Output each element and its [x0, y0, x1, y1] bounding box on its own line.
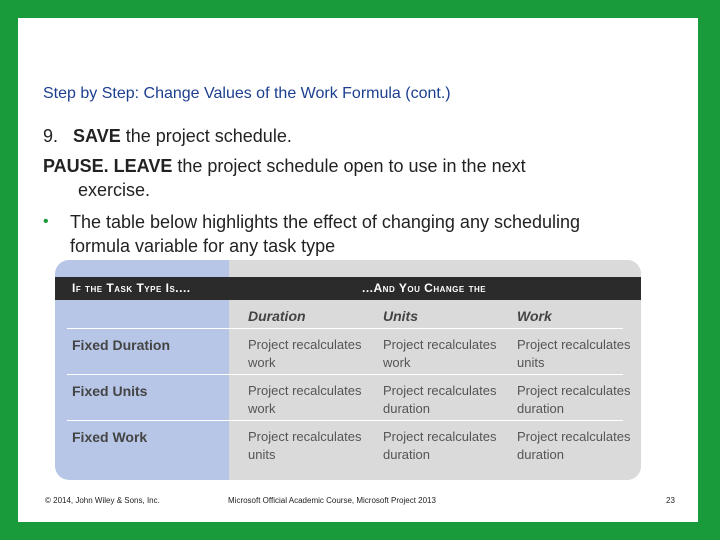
step-9-text: the project schedule. — [120, 126, 292, 146]
step-number: 9. — [43, 126, 59, 146]
task-type-table — [55, 260, 641, 480]
column-work: Work — [517, 308, 552, 324]
row-separator — [67, 420, 623, 421]
footer-copyright: © 2014, John Wiley & Sons, Inc. — [45, 496, 160, 505]
row-label-fixed-units: Fixed Units — [72, 383, 148, 399]
table-cell: Project recalculates duration — [517, 383, 631, 416]
slide — [18, 18, 698, 522]
row-label-fixed-work: Fixed Work — [72, 429, 148, 445]
row-separator — [67, 328, 623, 329]
table-cell: Project recalculates duration — [383, 429, 497, 462]
table-header-left: If the Task Type Is.... — [72, 281, 191, 295]
footer-course: Microsoft Official Academic Course, Microsoft Project 2013 — [228, 496, 436, 505]
save-keyword: SAVE — [73, 126, 121, 146]
table-header-right: ...And You Change the — [362, 281, 487, 295]
table-cell: Project recalculates units — [517, 337, 631, 370]
footer-page-number: 23 — [666, 496, 675, 505]
table-cell: Project recalculates units — [248, 429, 362, 462]
table-cell: Project recalculates work — [383, 337, 497, 370]
table-cell: Project recalculates work — [248, 383, 362, 416]
bullet-line-1: The table below highlights the effect of changing any scheduling — [70, 212, 581, 232]
row-separator — [67, 374, 623, 375]
table-header-bar — [55, 277, 641, 300]
table-cell: Project recalculates duration — [383, 383, 497, 416]
bullet-icon: • — [43, 213, 49, 230]
pause-line-continued: exercise. — [78, 180, 151, 200]
step-9-line — [43, 124, 292, 148]
table-cell: Project recalculates duration — [517, 429, 631, 462]
row-label-fixed-duration: Fixed Duration — [72, 337, 171, 353]
slide-title: Step by Step: Change Values of the Work Formula (cont.) — [43, 85, 451, 102]
pause-keyword: PAUSE. LEAVE — [43, 156, 173, 176]
column-duration: Duration — [248, 308, 306, 324]
column-units: Units — [383, 308, 418, 324]
pause-line — [43, 154, 526, 178]
pause-text: the project schedule open to use in the next — [172, 156, 526, 176]
table-cell: Project recalculates work — [248, 337, 362, 370]
bullet-line-2: formula variable for any task type — [70, 236, 336, 256]
